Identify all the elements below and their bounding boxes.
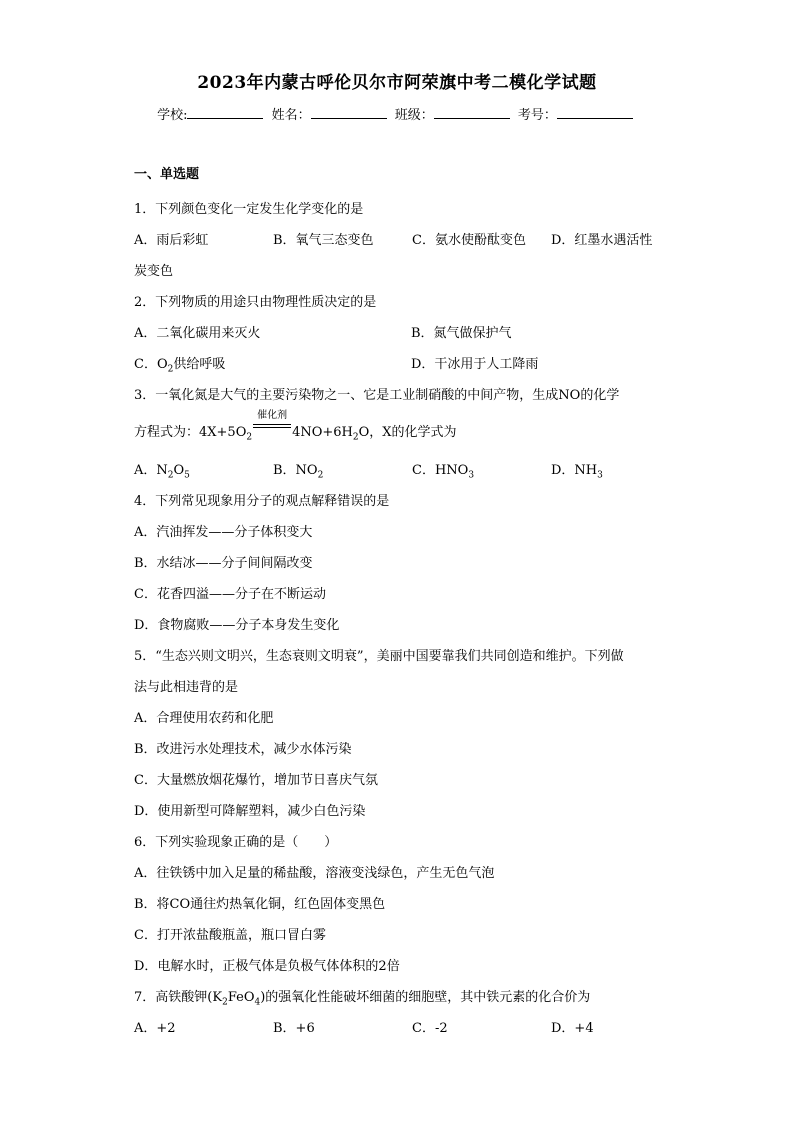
- question-3-stem: 3．一氧化氮是大气的主要污染物之一、它是工业制硝酸的中间产物，生成NO的化学: [134, 388, 620, 403]
- school-label: 学校:: [157, 108, 188, 123]
- question-7-stem: 7．高铁酸钾$(K_2FeO_4)$的强氧化性能破坏细菌的细胞壁，其中铁元素的化合价为: [134, 990, 591, 1008]
- reaction-arrow: [253, 410, 291, 436]
- option-c[interactable]: C．$HNO_3$: [412, 463, 475, 481]
- exam-number-label: 考号：: [517, 108, 557, 123]
- question-6-stem: 6．下列实验现象正确的是（ ）: [134, 835, 338, 850]
- section-title: 一、单选题: [134, 167, 200, 182]
- option-b[interactable]: B．氮气做保护气: [411, 326, 512, 341]
- option-b[interactable]: B．$NO_2$: [273, 463, 324, 481]
- name-label: 姓名：: [271, 108, 311, 123]
- option-d[interactable]: D．使用新型可降解塑料，减少白色污染: [134, 804, 366, 819]
- option-c[interactable]: C．打开浓盐酸瓶盖，瓶口冒白雾: [134, 928, 326, 943]
- option-b[interactable]: B．将CO通往灼热氧化铜，红色固体变黑色: [134, 897, 386, 912]
- student-info-row: [0, 104, 794, 123]
- option-d[interactable]: D．电解水时，正极气体是负极气体体积的2倍: [134, 959, 400, 974]
- option-c[interactable]: C．大量燃放烟花爆竹，增加节日喜庆气氛: [134, 773, 378, 788]
- question-7-options: [134, 1013, 674, 1044]
- question-3-equation: 方程式为：$4X+5O_2$ 催化剂 $4NO+6H_2O$，X的化学式为: [134, 410, 457, 443]
- option-a[interactable]: A．往铁锈中加入足量的稀盐酸，溶液变浅绿色，产生无色气泡: [134, 866, 495, 881]
- option-a[interactable]: A．汽油挥发——分子体积变大: [134, 525, 313, 540]
- option-a[interactable]: A．雨后彩虹: [134, 233, 209, 248]
- option-b[interactable]: B．改进污水处理技术，减少水体污染: [134, 742, 352, 757]
- school-blank[interactable]: [187, 106, 263, 119]
- question-1-continuation: 炭变色: [134, 264, 174, 279]
- question-2-stem: 2．下列物质的用途只由物理性质决定的是: [134, 295, 377, 310]
- option-a[interactable]: A．$N_2O_5$: [134, 463, 190, 481]
- option-d[interactable]: D．干冰用于人工降雨: [411, 357, 539, 372]
- option-c[interactable]: C．-2: [412, 1021, 448, 1036]
- question-5-stem: 5．“生态兴则文明兴，生态衰则文明衰”，美丽中国要靠我们共同创造和维护。下列做: [134, 649, 624, 664]
- option-b[interactable]: B．+6: [273, 1021, 315, 1036]
- question-2-options-row2: [134, 349, 674, 380]
- option-b[interactable]: B．水结冰——分子间间隔改变: [134, 556, 313, 571]
- question-1-options: [134, 225, 674, 256]
- option-d[interactable]: D．$NH_3$: [551, 463, 603, 481]
- option-c[interactable]: C．花香四溢——分子在不断运动: [134, 587, 326, 602]
- class-blank[interactable]: [434, 106, 510, 119]
- catalyst-label: 催化剂: [257, 410, 288, 421]
- exam-number-blank[interactable]: [557, 106, 633, 119]
- option-b[interactable]: B．氧气三态变色: [273, 233, 374, 248]
- option-c[interactable]: C．$O_2$供给呼吸: [134, 357, 226, 375]
- question-4-stem: 4．下列常见现象用分子的观点解释错误的是: [134, 494, 390, 509]
- option-c[interactable]: C．氨水使酚酞变色: [412, 233, 526, 248]
- question-list: [134, 164, 674, 1044]
- question-1-stem: 1．下列颜色变化一定发生化学变化的是: [134, 202, 364, 217]
- option-d[interactable]: D．食物腐败——分子本身发生变化: [134, 618, 340, 633]
- class-label: 班级：: [394, 108, 434, 123]
- question-5-continuation: 法与此相违背的是: [134, 680, 239, 695]
- question-3-options: [134, 455, 674, 486]
- question-2-options-row1: [134, 318, 674, 349]
- name-blank[interactable]: [311, 106, 387, 119]
- option-a[interactable]: A．合理使用农药和化肥: [134, 711, 274, 726]
- option-a[interactable]: A．+2: [134, 1021, 176, 1036]
- page-title: 2023年内蒙古呼伦贝尔市阿荣旗中考二模化学试题: [197, 73, 597, 93]
- option-d[interactable]: D．红墨水遇活性: [551, 233, 653, 248]
- option-d[interactable]: D．+4: [551, 1021, 594, 1036]
- option-a[interactable]: A．二氧化碳用来灭火: [134, 326, 261, 341]
